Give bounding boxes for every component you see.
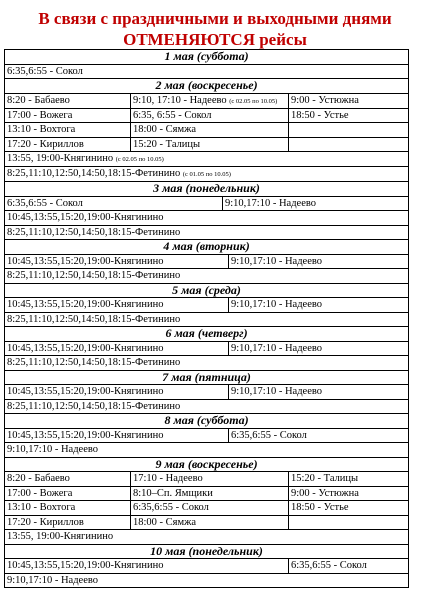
route-text: 9:10,17:10 - Надеево — [7, 574, 98, 586]
route-text: 9:10,17:10 - Надеево — [231, 299, 322, 311]
schedule-cell — [5, 269, 409, 284]
schedule-cell — [5, 530, 409, 545]
schedule-row — [5, 108, 409, 123]
schedule-cell — [5, 152, 409, 167]
schedule-row — [5, 559, 409, 574]
schedule-cell — [5, 137, 131, 152]
schedule-row — [5, 196, 409, 211]
schedule-row — [5, 530, 409, 545]
route-text: 9:10,17:10 - Надеево — [231, 255, 322, 267]
day-header-row — [5, 544, 409, 559]
schedule-row — [5, 341, 409, 356]
schedule-cell — [5, 472, 131, 487]
schedule-cell — [5, 573, 409, 588]
schedule-row — [5, 137, 409, 152]
route-text: 17:10 - Надеево — [133, 473, 203, 485]
day-header-row — [5, 79, 409, 94]
schedule-row — [5, 472, 409, 487]
schedule-cell — [5, 108, 131, 123]
route-text: 10:45,13:55,15:20,19:00-Княгинино — [7, 386, 164, 398]
route-text: 18:00 - Сямжа — [133, 516, 197, 528]
schedule-cell — [5, 501, 131, 516]
schedule-row — [5, 486, 409, 501]
route-text: 13:10 - Вохтога — [7, 502, 76, 514]
schedule-cell — [5, 167, 409, 182]
schedule-cell — [229, 428, 409, 443]
route-text: 15:20 - Талицы — [291, 473, 359, 485]
day-header-row — [5, 327, 409, 342]
route-text: 6:35, 6:55 - Сокол — [133, 109, 212, 121]
schedule-cell — [229, 341, 409, 356]
schedule-cell — [5, 443, 409, 458]
schedule-row — [5, 269, 409, 284]
schedule-cell — [223, 196, 409, 211]
route-text: 8:25,11:10,12:50,14:50,18:15-Фетинино — [7, 168, 181, 179]
schedule-cell — [5, 399, 409, 414]
day-title: 8 мая (суббота) — [5, 414, 409, 429]
route-text: 8:25,11:10,12:50,14:50,18:15-Фетинино — [7, 270, 181, 282]
day-header-row — [5, 414, 409, 429]
schedule-cell — [289, 559, 409, 574]
schedule-row — [5, 254, 409, 269]
route-text: 9:10,17:10 - Надеево — [7, 444, 98, 456]
schedule-table — [4, 49, 409, 588]
schedule-cell — [289, 137, 409, 152]
schedule-row — [5, 225, 409, 240]
schedule-row — [5, 93, 409, 108]
schedule-cell — [5, 356, 409, 371]
route-text: 17:20 - Кириллов — [7, 138, 84, 150]
notice-title-line2: ОТМЕНЯЮТСЯ рейсы — [123, 30, 307, 49]
schedule-cell — [131, 515, 289, 530]
route-text: 9:10,17:10 - Надеево — [231, 342, 322, 354]
schedule-cell — [131, 501, 289, 516]
route-text: 10:45,13:55,15:20,19:00-Княгинино — [7, 342, 164, 354]
day-header-row — [5, 240, 409, 255]
day-title: 7 мая (пятница) — [5, 370, 409, 385]
day-title: 3 мая (понедельник) — [5, 182, 409, 197]
route-text: 8:25,11:10,12:50,14:50,18:15-Фетинино — [7, 313, 181, 325]
schedule-cell — [5, 428, 229, 443]
route-text: 17:00 - Вожега — [7, 109, 73, 121]
route-text: 9:10,17:10 - Надеево — [231, 386, 322, 398]
route-text: 8:20 - Бабаево — [7, 95, 70, 106]
route-text: 8:25,11:10,12:50,14:50,18:15-Фетинино — [7, 357, 181, 369]
schedule-cell — [5, 298, 229, 313]
route-text: 17:00 - Вожега — [7, 487, 73, 499]
schedule-row — [5, 385, 409, 400]
route-text: 9:00 - Устюжна — [291, 95, 359, 106]
schedule-row — [5, 64, 409, 79]
route-text: 10:45,13:55,15:20,19:00-Княгинино — [7, 560, 164, 572]
schedule-row — [5, 515, 409, 530]
route-text: 10:45,13:55,15:20,19:00-Княгинино — [7, 299, 164, 311]
schedule-cell — [289, 472, 409, 487]
schedule-cell — [5, 211, 409, 226]
schedule-cell — [289, 515, 409, 530]
schedule-cell — [5, 341, 229, 356]
schedule-cell — [289, 486, 409, 501]
schedule-cell — [5, 254, 229, 269]
schedule-row — [5, 356, 409, 371]
schedule-cell — [5, 123, 131, 138]
schedule-row — [5, 312, 409, 327]
schedule-cell — [131, 108, 289, 123]
date-range-note: (с 02.05 по 10.05) — [115, 156, 164, 163]
day-title: 4 мая (вторник) — [5, 240, 409, 255]
route-text: 6:35,6:55 - Сокол — [291, 560, 367, 572]
day-header-row — [5, 50, 409, 65]
schedule-cell — [289, 108, 409, 123]
route-text: 8:25,11:10,12:50,14:50,18:15-Фетинино — [7, 226, 181, 238]
route-text: 8:10–Сп. Ямщики — [133, 487, 213, 499]
schedule-cell — [131, 123, 289, 138]
schedule-row — [5, 399, 409, 414]
notice-title-line1: В связи с праздничными и выходными днями — [38, 9, 392, 28]
route-text: 17:20 - Кириллов — [7, 516, 84, 528]
day-title: 9 мая (воскресенье) — [5, 457, 409, 472]
route-text: 6:35,6:55 - Сокол — [7, 65, 83, 77]
schedule-row — [5, 428, 409, 443]
route-text: 10:45,13:55,15:20,19:00-Княгинино — [7, 255, 164, 267]
schedule-cell — [289, 93, 409, 108]
day-header-row — [5, 283, 409, 298]
schedule-cell — [5, 312, 409, 327]
route-text: 13:55, 19:00-Княгинино — [7, 531, 114, 543]
schedule-cell — [229, 385, 409, 400]
schedule-row — [5, 443, 409, 458]
route-text: 9:10, 17:10 - Надеево — [133, 94, 227, 106]
schedule-row — [5, 152, 409, 167]
route-text: 9:10,17:10 - Надеево — [225, 197, 316, 209]
schedule-cell — [5, 385, 229, 400]
schedule-cell — [131, 472, 289, 487]
schedule-cell — [5, 93, 131, 108]
schedule-row — [5, 211, 409, 226]
schedule-cell — [229, 298, 409, 313]
route-text: 6:35,6:55 - Сокол — [133, 502, 209, 514]
schedule-body — [5, 50, 409, 588]
day-title: 10 мая (понедельник) — [5, 544, 409, 559]
date-range-note: (с 01.05 по 10.05) — [182, 171, 231, 178]
date-range-note: (с 02.05 по 10.05) — [229, 97, 278, 105]
schedule-row — [5, 123, 409, 138]
route-text: 6:35,6:55 - Сокол — [231, 429, 307, 441]
schedule-cell — [289, 501, 409, 516]
route-text: 10:45,13:55,15:20,19:00-Княгинино — [7, 212, 164, 224]
day-header-row — [5, 182, 409, 197]
schedule-cell — [5, 64, 409, 79]
schedule-row — [5, 167, 409, 182]
route-text: 18:50 - Устье — [291, 109, 349, 121]
day-header-row — [5, 457, 409, 472]
schedule-cell — [5, 559, 289, 574]
day-title: 2 мая (воскресенье) — [5, 79, 409, 94]
day-title: 6 мая (четверг) — [5, 327, 409, 342]
route-text: 13:55, 19:00-Княгинино — [7, 153, 114, 164]
schedule-row — [5, 298, 409, 313]
schedule-cell — [131, 137, 289, 152]
day-header-row — [5, 370, 409, 385]
schedule-cell — [131, 486, 289, 501]
schedule-row — [5, 501, 409, 516]
schedule-cell — [5, 196, 223, 211]
route-text: 18:00 - Сямжа — [133, 124, 197, 136]
route-text: 8:20 - Бабаево — [7, 473, 70, 485]
route-text: 10:45,13:55,15:20,19:00-Княгинино — [7, 429, 164, 441]
route-text: 8:25,11:10,12:50,14:50,18:15-Фетинино — [7, 400, 181, 412]
schedule-cell — [5, 225, 409, 240]
schedule-cell — [289, 123, 409, 138]
route-text: 15:20 - Талицы — [133, 138, 201, 150]
route-text: 9:00 - Устюжна — [291, 487, 359, 499]
schedule-cell — [5, 515, 131, 530]
schedule-row — [5, 573, 409, 588]
route-text: 18:50 - Устье — [291, 502, 349, 514]
route-text: 6:35,6:55 - Сокол — [7, 197, 83, 209]
day-title: 5 мая (среда) — [5, 283, 409, 298]
day-title: 1 мая (суббота) — [5, 50, 409, 65]
schedule-cell — [131, 93, 289, 108]
schedule-cell — [229, 254, 409, 269]
schedule-cell — [5, 486, 131, 501]
route-text: 13:10 - Вохтога — [7, 124, 76, 136]
